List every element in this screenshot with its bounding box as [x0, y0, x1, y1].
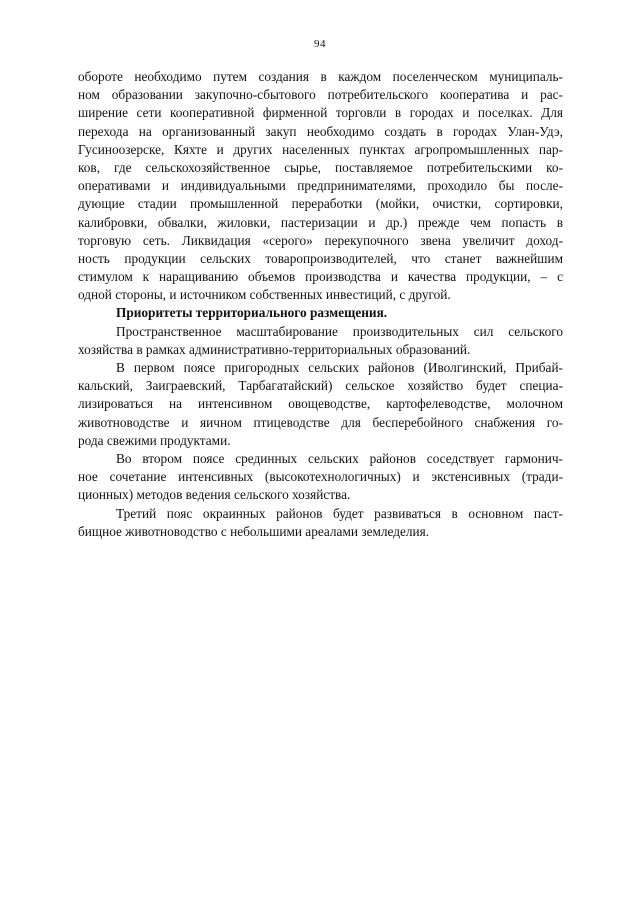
- text-line: кальский, Заиграевский, Тарбагатайский) сельское хозяйство будет специа-: [78, 378, 563, 394]
- paragraph-third-belt: [78, 505, 563, 541]
- text-line: калибровки, обвалки, жиловки, пастеризации и др.) прежде чем попасть в: [78, 214, 563, 230]
- text-line: стимулом к наращиванию объемов производства и качества продукции, – с: [78, 269, 563, 285]
- text-line: бищное животноводство с небольшими ареалами земледелия.: [78, 523, 430, 539]
- text-line: ционных) методов ведения сельского хозяйства.: [78, 487, 351, 503]
- text-line: хозяйства в рамках административно-территориальных образований.: [78, 341, 471, 357]
- text-line: одной стороны, и источником собственных инвестиций, с другой.: [78, 287, 451, 303]
- text-line: В первом поясе пригородных сельских районов (Иволгинский, Прибай-: [116, 360, 563, 375]
- text-line: Третий пояс окраинных районов будет развиваться в основном паст-: [116, 505, 563, 521]
- text-line: Гусиноозерске, Кяхте и других населенных пунктах агропромышленных пар-: [78, 141, 563, 157]
- page-body: [78, 68, 563, 541]
- text-line: ков, где сельскохозяйственное сырье, поставляемое потребительскими ко-: [78, 159, 563, 175]
- paragraph-first-belt: [78, 359, 563, 450]
- text-line: ном образовании закупочно-сбытового потребительского кооператива и рас-: [78, 87, 563, 103]
- text-line: перехода на организованный закуп необходимо создать в городах Улан-Удэ,: [78, 123, 563, 139]
- text-line: оперативами и индивидуальными предпринимателями, проходило бы после-: [78, 178, 563, 194]
- text-line: животноводстве и яичном птицеводстве для бесперебойного снабжения го-: [78, 414, 563, 430]
- paragraph-continued: [78, 68, 563, 304]
- section-heading: [78, 304, 563, 322]
- text-line: ширение сети кооперативной фирменной торговли в городах и поселках. Для: [78, 105, 563, 121]
- paragraph-second-belt: [78, 450, 563, 505]
- paragraph-spatial-scaling: [78, 323, 563, 359]
- text-line: обороте необходимо путем создания в каждом поселенческом муниципаль-: [78, 69, 563, 84]
- page-number: 94: [314, 38, 326, 50]
- heading-text: Приоритеты территориального размещения.: [116, 305, 388, 321]
- text-line: рода свежими продуктами.: [78, 432, 231, 448]
- text-line: ность продукции сельских товаропроизводителей, что станет важнейшим: [78, 250, 563, 266]
- text-line: дующие стадии промышленной переработки (мойки, очистки, сортировки,: [78, 196, 563, 212]
- text-line: торговую сеть. Ликвидация «серого» перекупочного звена увеличит доход-: [78, 232, 563, 248]
- text-line: лизироваться на интенсивном овощеводстве, картофелеводстве, молочном: [78, 396, 563, 412]
- text-line: Пространственное масштабирование производительных сил сельского: [116, 323, 563, 339]
- text-line: ное сочетание интенсивных (высокотехнологичных) и экстенсивных (тради-: [78, 469, 563, 485]
- text-line: Во втором поясе срединных сельских районов соседствует гармонич-: [116, 450, 563, 466]
